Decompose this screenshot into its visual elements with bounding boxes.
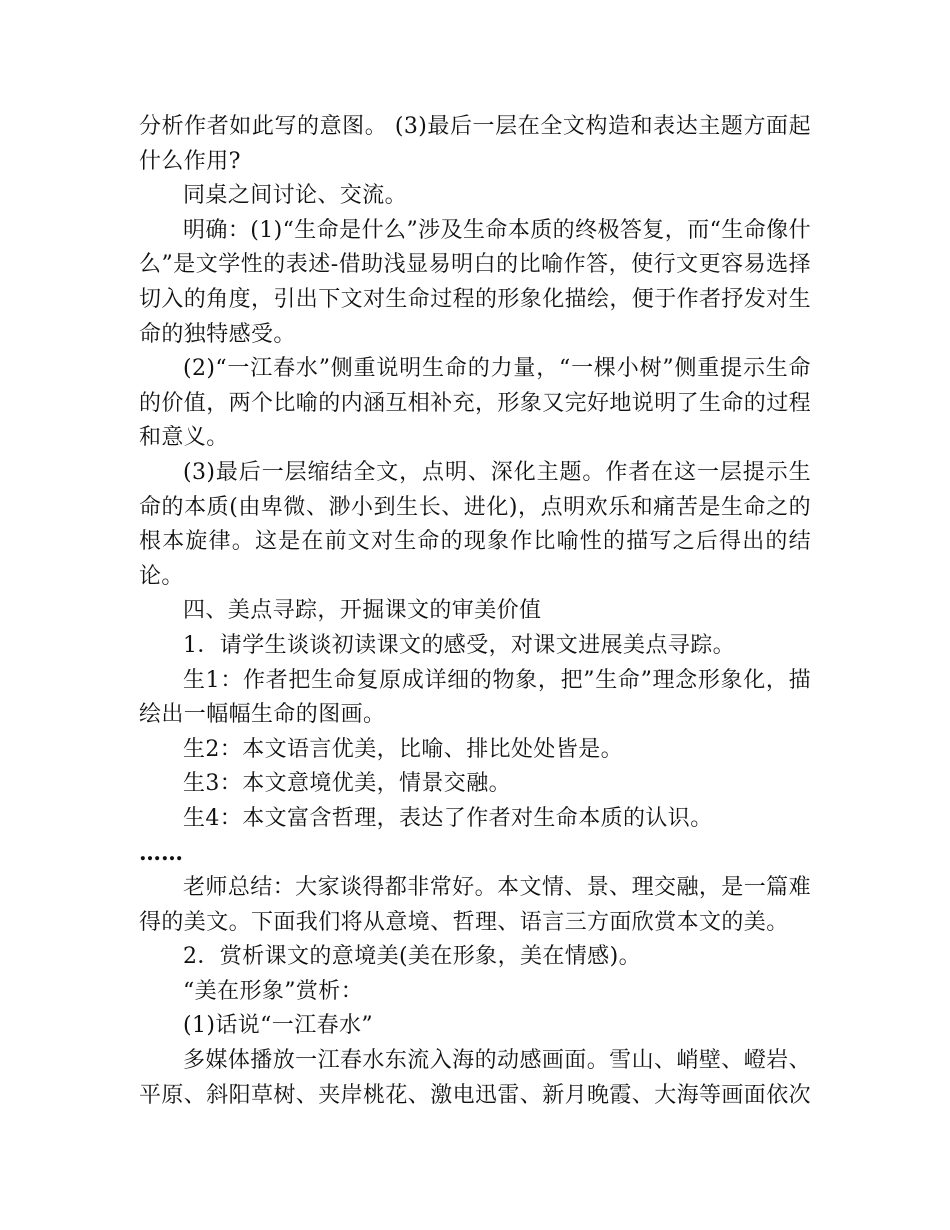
ellipsis: …… [139,840,183,867]
paragraph-1: 分析作者如此写的意图。 (3)最后一层在全文构造和表达主题方面起什么作用? [139,114,811,174]
paragraph-3: 明确：(1)“生命是什么”涉及生命本质的终极答复，而“生命像什么”是文学性的表述-借助浅显易明白的比喻作答，使行文更容易选择切入的角度，引出下文对生命过程的形象化描绘，便于作者抒发对生命的独特感受。 [139,217,812,347]
paragraph-4: (2)“一江春水”侧重说明生命的力量，“一棵小树”侧重提示生命的价值，两个比喻的内涵互相补充，形象又完好地说明了生命的过程和意义。 [139,356,812,451]
student-answer-4: 生4：本文富含哲理，表达了作者对生命本质的认识。 [183,805,713,831]
paragraph-2: 同桌之间讨论、交流。 [183,183,408,209]
section-heading-4: 四、美点寻踪，开掘课文的审美价值 [183,598,542,624]
student-answer-2: 生2：本文语言优美，比喻、排比处处皆是。 [183,736,623,762]
paragraph-17: 多媒体播放一江春水东流入海的动感画面。雪山、峭壁、嶝岩、平原、斜阳草树、夹岸桃花、激电迅雷、新月晚霞、大海等画面依次 [139,1048,812,1108]
teacher-summary: 老师总结：大家谈得都非常好。本文情、景、理交融，是一篇难得的美文。下面我们将从意境、哲理、语言三方面欣赏本文的美。 [139,875,811,935]
paragraph-16: (1)话说“一江春水” [183,1013,374,1039]
paragraph-7: 1．请学生谈谈初读课文的感受，对课文进展美点寻踪。 [183,632,735,658]
paragraph-5: (3)最后一层缩结全文，点明、深化主题。作者在这一层提示生命的本质(由卑微、渺小到生长、进化)，点明欢乐和痛苦是生命之的根本旋律。这是在前文对生命的现象作比喻性的描写之后得出的结论。 [139,459,811,589]
student-answer-3: 生3：本文意境优美，情景交融。 [183,771,511,797]
student-answer-1: 生1：作者把生命复原成详细的物象，把”生命”理念形象化，描绘出一幅幅生命的图画。 [139,667,811,728]
paragraph-15: “美在形象”赏析： [183,978,364,1004]
paragraph-14: 2．赏析课文的意境美(美在形象，美在情感)。 [183,944,641,970]
document-page [139,110,811,1113]
